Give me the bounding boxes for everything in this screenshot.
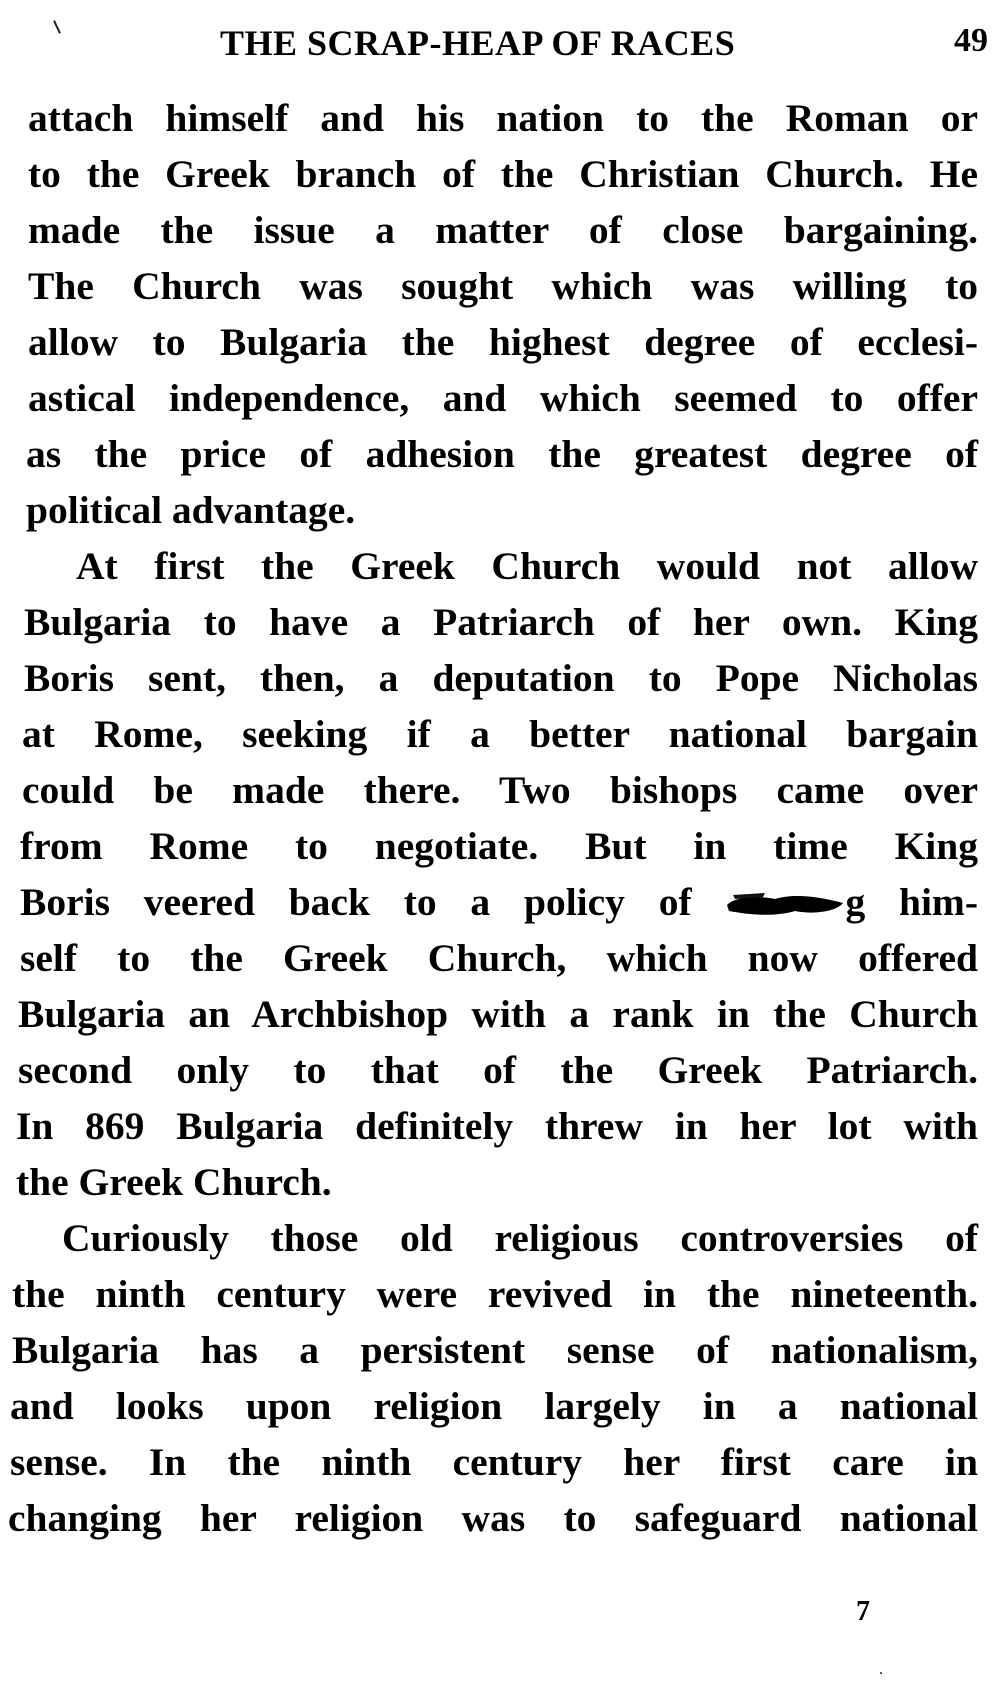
text-line: attach himself and his nation to the Roman or — [28, 96, 978, 140]
text-line: and looks upon religion largely in a national — [10, 1384, 978, 1428]
text-line: the ninth century were revived in the nineteenth. — [12, 1272, 978, 1316]
text-line: to the Greek branch of the Christian Church. He — [28, 152, 978, 196]
body-text — [8, 90, 988, 1546]
text-line: Bulgaria an Archbishop with a rank in the Church — [18, 992, 978, 1036]
text-line: The Church was sought which was willing to — [28, 264, 978, 308]
text-line: political advantage. — [26, 488, 356, 532]
text-line: Curiously those old religious controversies of — [62, 1216, 978, 1260]
smudged-line-before: Boris veered back to a policy of — [20, 880, 726, 924]
smudged-line-after: g him- — [845, 880, 978, 924]
text-line: At first the Greek Church would not allow — [76, 544, 978, 588]
text-line — [20, 874, 978, 930]
ink-smudge — [725, 887, 845, 919]
text-line: allow to Bulgaria the highest degree of ecclesi- — [28, 320, 978, 364]
text-line: at Rome, seeking if a better national bargain — [22, 712, 978, 756]
text-line: second only to that of the Greek Patriarch. — [18, 1048, 978, 1092]
signature-mark: 7 — [856, 1596, 870, 1627]
text-line: Bulgaria to have a Patriarch of her own. King — [24, 600, 978, 644]
text-line: the Greek Church. — [16, 1160, 332, 1204]
page-number: 49 — [954, 22, 988, 59]
text-line: could be made there. Two bishops came over — [22, 768, 978, 812]
text-line: as the price of adhesion the greatest degree of — [26, 432, 978, 476]
text-line: changing her religion was to safeguard national — [8, 1496, 978, 1540]
text-line: Boris sent, then, a deputation to Pope Nicholas — [24, 656, 978, 700]
text-line: Bulgaria has a persistent sense of nationalism, — [12, 1328, 978, 1372]
text-line: astical independence, and which seemed to offer — [28, 376, 978, 420]
text-line: In 869 Bulgaria definitely threw in her lot with — [16, 1104, 978, 1148]
text-line: sense. In the ninth century her first care in — [10, 1440, 978, 1484]
text-line: made the issue a matter of close bargaining. — [28, 208, 978, 252]
stray-mark — [53, 20, 61, 34]
running-title: THE SCRAP-HEAP OF RACES — [220, 23, 736, 63]
running-head — [0, 18, 1000, 70]
dust-speck — [880, 1672, 882, 1674]
text-line: self to the Greek Church, which now offered — [20, 936, 978, 980]
text-line: from Rome to negotiate. But in time King — [20, 824, 978, 868]
